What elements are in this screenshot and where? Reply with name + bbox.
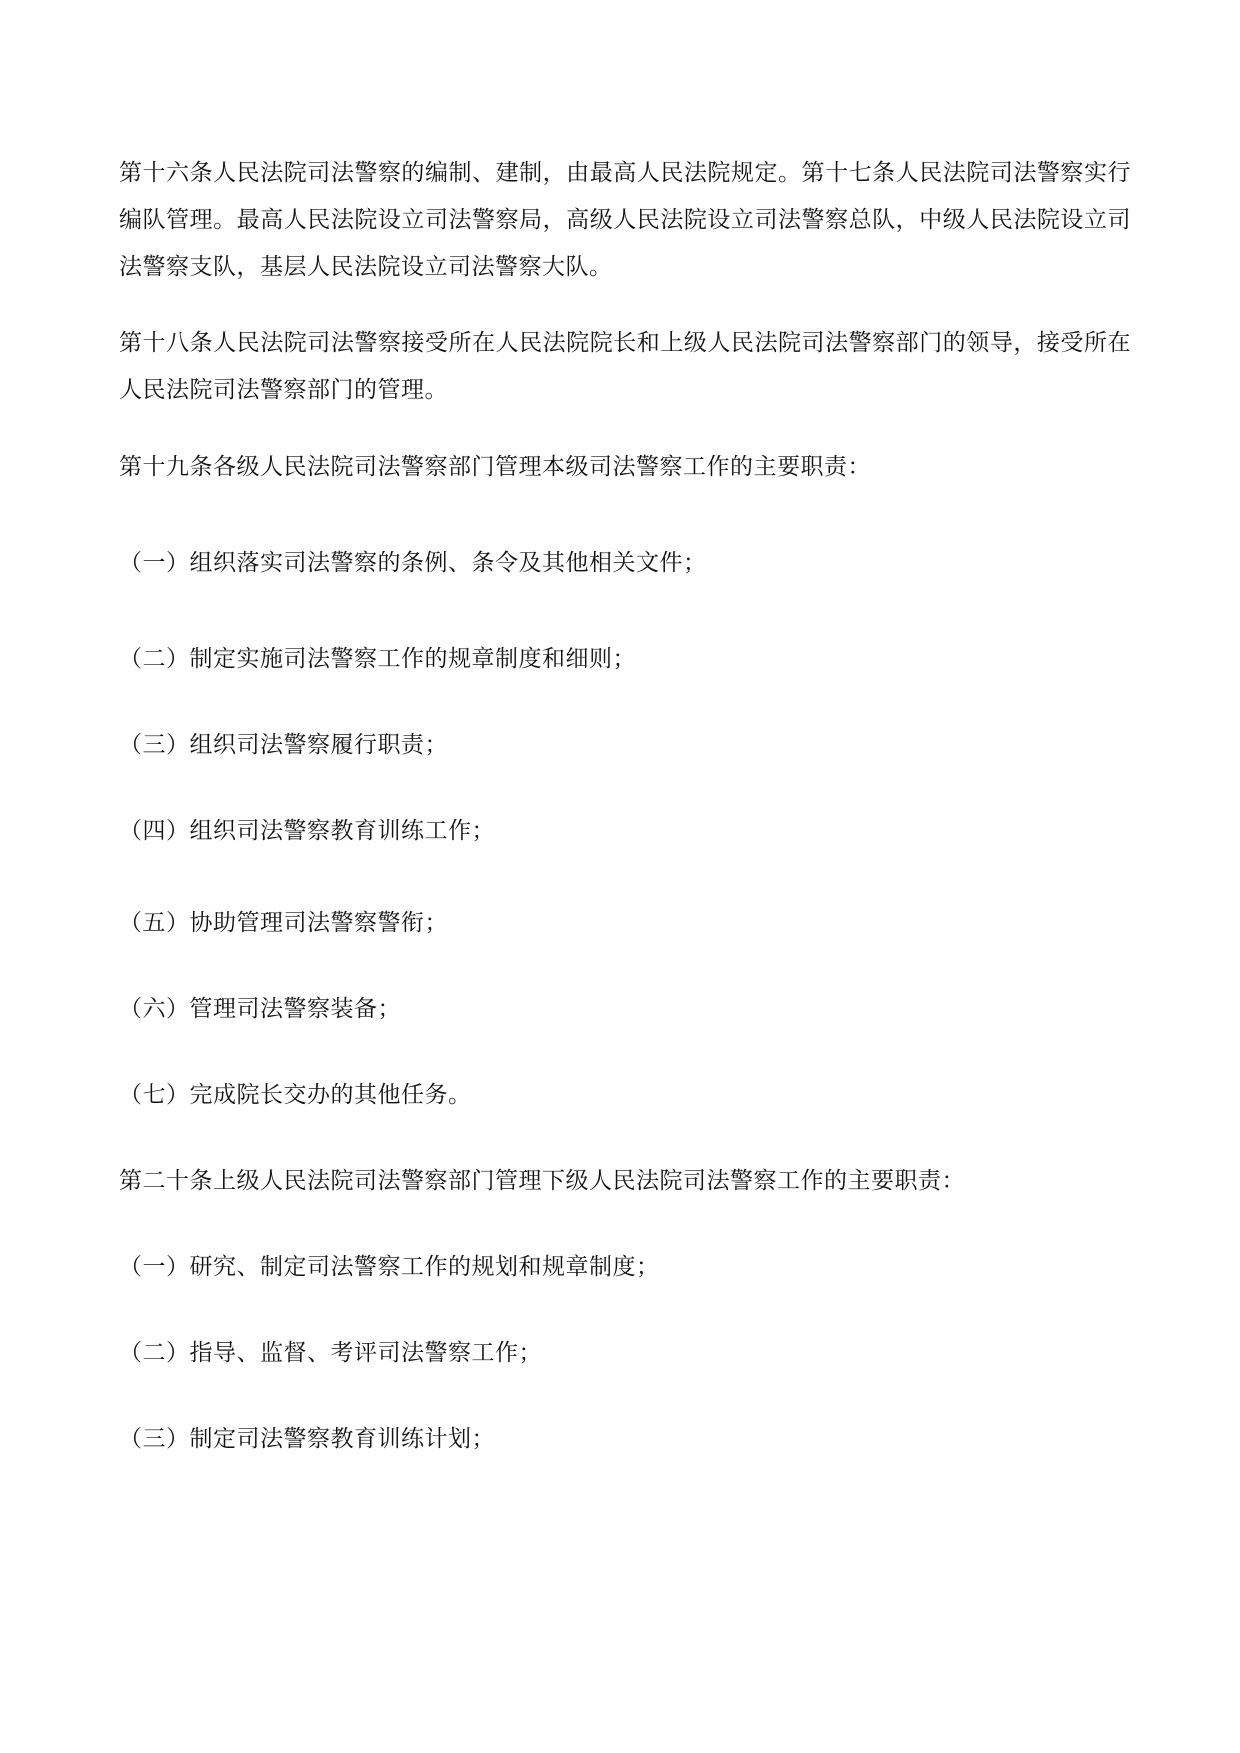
article-20-heading: 第二十条上级人民法院司法警察部门管理下级人民法院司法警察工作的主要职责： bbox=[119, 1168, 965, 1194]
article-19-item-6: （六）管理司法警察装备； bbox=[119, 996, 401, 1022]
article-20-item-1: （一）研究、制定司法警察工作的规划和规章制度； bbox=[119, 1254, 660, 1280]
article-19-item-2: （二）制定实施司法警察工作的规章制度和细则； bbox=[119, 646, 636, 672]
article-18-paragraph: 第十八条人民法院司法警察接受所在人民法院院长和上级人民法院司法警察部门的领导，接受所在人民法院司法警察部门的管理。 bbox=[119, 330, 1131, 403]
article-20-item-2: （二）指导、监督、考评司法警察工作； bbox=[119, 1340, 542, 1366]
article-19-item-3: （三）组织司法警察履行职责； bbox=[119, 732, 448, 758]
article-20-item-3: （三）制定司法警察教育训练计划； bbox=[119, 1426, 495, 1452]
article-19-item-4: （四）组织司法警察教育训练工作； bbox=[119, 818, 495, 844]
article-19-item-1: （一）组织落实司法警察的条例、条令及其他相关文件； bbox=[119, 550, 707, 576]
article-16-17-paragraph: 第十六条人民法院司法警察的编制、建制，由最高人民法院规定。第十七条人民法院司法警察实行编队管理。最高人民法院设立司法警察局，高级人民法院设立司法警察总队，中级人民法院设立司法警察支队，基层人民法院设立司法警察大队。 bbox=[119, 160, 1131, 280]
article-19-heading: 第十九条各级人民法院司法警察部门管理本级司法警察工作的主要职责： bbox=[119, 454, 871, 480]
article-19-item-7: （七）完成院长交办的其他任务。 bbox=[119, 1082, 472, 1108]
article-19-item-5: （五）协助管理司法警察警衔； bbox=[119, 910, 448, 936]
